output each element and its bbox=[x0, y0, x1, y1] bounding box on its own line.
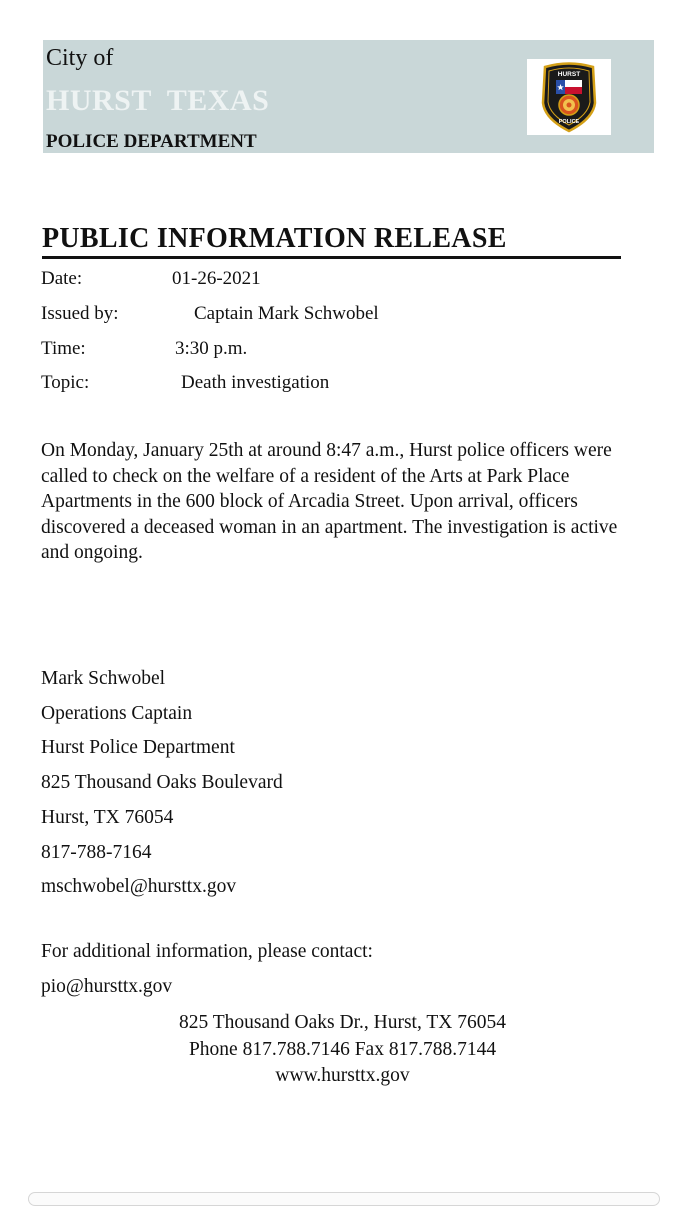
issued-by-label: Issued by: bbox=[41, 303, 119, 324]
letterhead bbox=[43, 40, 654, 153]
topic-label: Topic: bbox=[41, 372, 90, 393]
contact-email[interactable]: pio@hursttx.gov bbox=[41, 976, 173, 997]
signature-title: Operations Captain bbox=[41, 703, 193, 724]
issued-by-value: Captain Mark Schwobel bbox=[194, 303, 379, 324]
texas-flag-icon bbox=[556, 80, 582, 94]
signature-city: Hurst, TX 76054 bbox=[41, 807, 174, 828]
signature-email[interactable]: mschwobel@hursttx.gov bbox=[41, 876, 237, 897]
letterhead-department: POLICE DEPARTMENT bbox=[46, 131, 257, 152]
badge-bottom-text: POLICE bbox=[558, 119, 580, 125]
letterhead-city-name: HURST TEXAS bbox=[46, 84, 270, 117]
bottom-bar-edge bbox=[28, 1192, 660, 1206]
title-underline bbox=[42, 256, 621, 259]
date-label: Date: bbox=[41, 268, 83, 289]
footer-website[interactable]: www.hursttx.gov bbox=[275, 1065, 410, 1086]
signature-department: Hurst Police Department bbox=[41, 737, 235, 758]
time-label: Time: bbox=[41, 338, 86, 359]
signature-phone: 817-788-7164 bbox=[41, 842, 152, 863]
badge-top-text: HURST bbox=[557, 71, 581, 78]
release-title: PUBLIC INFORMATION RELEASE bbox=[42, 223, 507, 254]
topic-value: Death investigation bbox=[181, 372, 330, 393]
release-body-paragraph: On Monday, January 25th at around 8:47 a.m., Hurst police officers were called to check on the welfare of a resident of the Arts at Park Place Apartments in the 600 block of Arcadia Street. Upon arrival, officers discovered a deceased woman in an apartment. The investigation is active and ongoing. bbox=[41, 440, 618, 563]
footer-address: 825 Thousand Oaks Dr., Hurst, TX 76054 bbox=[179, 1012, 506, 1033]
police-badge-logo bbox=[527, 59, 611, 135]
footer-phones: Phone 817.788.7146 Fax 817.788.7144 bbox=[188, 1039, 497, 1060]
date-value: 01-26-2021 bbox=[172, 268, 261, 289]
letterhead-city-of: City of bbox=[46, 45, 114, 71]
signature-name: Mark Schwobel bbox=[41, 668, 166, 689]
contact-prompt: For additional information, please contact: bbox=[41, 941, 373, 962]
city-seal-icon bbox=[559, 95, 579, 115]
signature-street: 825 Thousand Oaks Boulevard bbox=[41, 772, 283, 793]
time-value: 3:30 p.m. bbox=[175, 338, 248, 359]
